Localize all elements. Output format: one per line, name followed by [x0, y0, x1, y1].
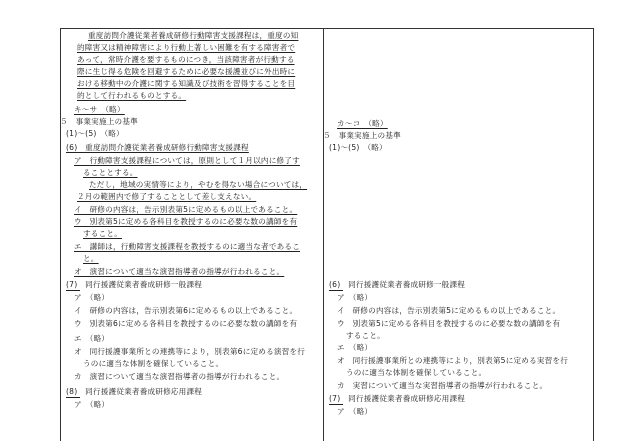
sub-6-o-line2: うのに適当な体制を確保していること。 — [346, 368, 487, 377]
sub-6-i: イ 研修の内容は，告示別表第5に定めるもの以上であること。 — [74, 205, 298, 214]
table-left-border — [60, 28, 61, 441]
intro-line-5: おける移動中の介護に関する知識及び技術を習得することを目 — [77, 79, 296, 88]
sub-6-a-line1: ア 行動障害支援課程については，原則として１月以内に修了す — [74, 156, 300, 165]
items-1-5: (1)～(5) （略） — [66, 129, 124, 138]
section-5-heading: ５ 事業実施上の基準 — [323, 131, 401, 140]
intro-line-2: 的障害又は精神障害により行動上著しい困難を有する障害者で — [77, 43, 296, 52]
sub-7-o-line2: うのに適当な体制を確保していること。 — [83, 359, 224, 368]
sub-7-heading: (7) 同行援護従業者養成研修応用課程 — [329, 394, 466, 403]
items-ka-ko: カ～コ （略） — [337, 119, 388, 128]
sub-7-u: ウ 別表第6に定める各科目を教授するのに必要な数の講師を有 — [74, 319, 298, 328]
sub-6-e-line1: エ 講師は，行動障害支援課程を教授するのに適当な者であるこ — [74, 242, 301, 251]
section-5-heading: ５ 事業実施上の基準 — [60, 117, 138, 126]
sub-7-ka: カ 演習について適当な演習指導者の指導が行われること。 — [74, 372, 285, 381]
intro-line-3: あって，常時介護を要するものにつき，当該障害者が行動する — [77, 55, 295, 64]
items-ki-sa: キ～サ （略） — [74, 105, 125, 114]
table-column-divider — [323, 28, 324, 441]
sub-6-u-line1: ウ 別表第5に定める各科目を教授するのに必要な数の講師を有 — [74, 217, 298, 226]
sub-7-i: イ 研修の内容は，告示別表第6に定めるもの以上であること。 — [74, 306, 298, 315]
sub-6-u-line2: すること。 — [83, 229, 122, 238]
sub-7-e: エ （略） — [74, 334, 110, 343]
sub-8-number-underline — [66, 397, 80, 398]
sub-7-o-line1: オ 同行援護事業所との連携等により，別表第6に定める演習を行 — [74, 347, 306, 356]
table-top-border — [60, 28, 593, 29]
sub-6-e: エ （略） — [337, 343, 373, 352]
sub-6-u-line2: すること。 — [346, 331, 385, 340]
sub-6-a-line2: ることとする。 — [83, 168, 138, 177]
sub-8-heading: (8) 同行援護従業者養成研修応用課程 — [66, 387, 203, 396]
sub-7-a: ア （略） — [74, 293, 110, 302]
sub-6-o: オ 演習について適当な演習指導者の指導が行われること。 — [74, 267, 285, 276]
sub-6-i: イ 研修の内容は，告示別表第5に定めるもの以上であること。 — [337, 306, 561, 315]
sub-7-heading: (7) 同行援護従業者養成研修一般課程 — [66, 280, 203, 289]
sub-6-heading: (6) 同行援護従業者養成研修一般課程 — [329, 280, 466, 289]
sub-6-ka: カ 実習について適当な実習指導者の指導が行われること。 — [337, 381, 548, 390]
intro-line-6: 的として行われるものとする。 — [77, 91, 187, 100]
sub-6-heading: (6) 重度訪問介護従業者養成研修行動障害支援課程 — [66, 143, 249, 152]
sub-7-number-underline — [66, 290, 80, 291]
sub-6-o-line1: オ 同行援護事業所との連携等により，別表第5に定める実習を行 — [337, 356, 569, 365]
sub-7-number-underline — [329, 404, 343, 405]
sub-6-number-underline — [329, 290, 343, 291]
sub-6-e-line2: と。 — [83, 254, 99, 263]
sub-7-a: ア （略） — [337, 407, 373, 416]
sub-8-a: ア （略） — [74, 400, 110, 409]
sub-6-a-line4: ２月の範囲内で修了することとして差し支えない。 — [77, 192, 257, 201]
table-right-border — [593, 28, 594, 441]
intro-line-4: 際に生じ得る危険を回避するために必要な援護並びに外出時に — [77, 67, 296, 76]
sub-6-u-line1: ウ 別表第5に定める各科目を教授するのに必要な数の講師を有 — [337, 319, 561, 328]
intro-line-1: 重度訪問介護従業者養成研修行動障害支援課程は，重度の知 — [88, 31, 299, 40]
sub-6-a-line3: ただし，地域の実情等により，やむを得ない場合については， — [89, 180, 308, 189]
items-1-5: (1)～(5) （略） — [329, 143, 387, 152]
sub-6-a: ア （略） — [337, 293, 373, 302]
